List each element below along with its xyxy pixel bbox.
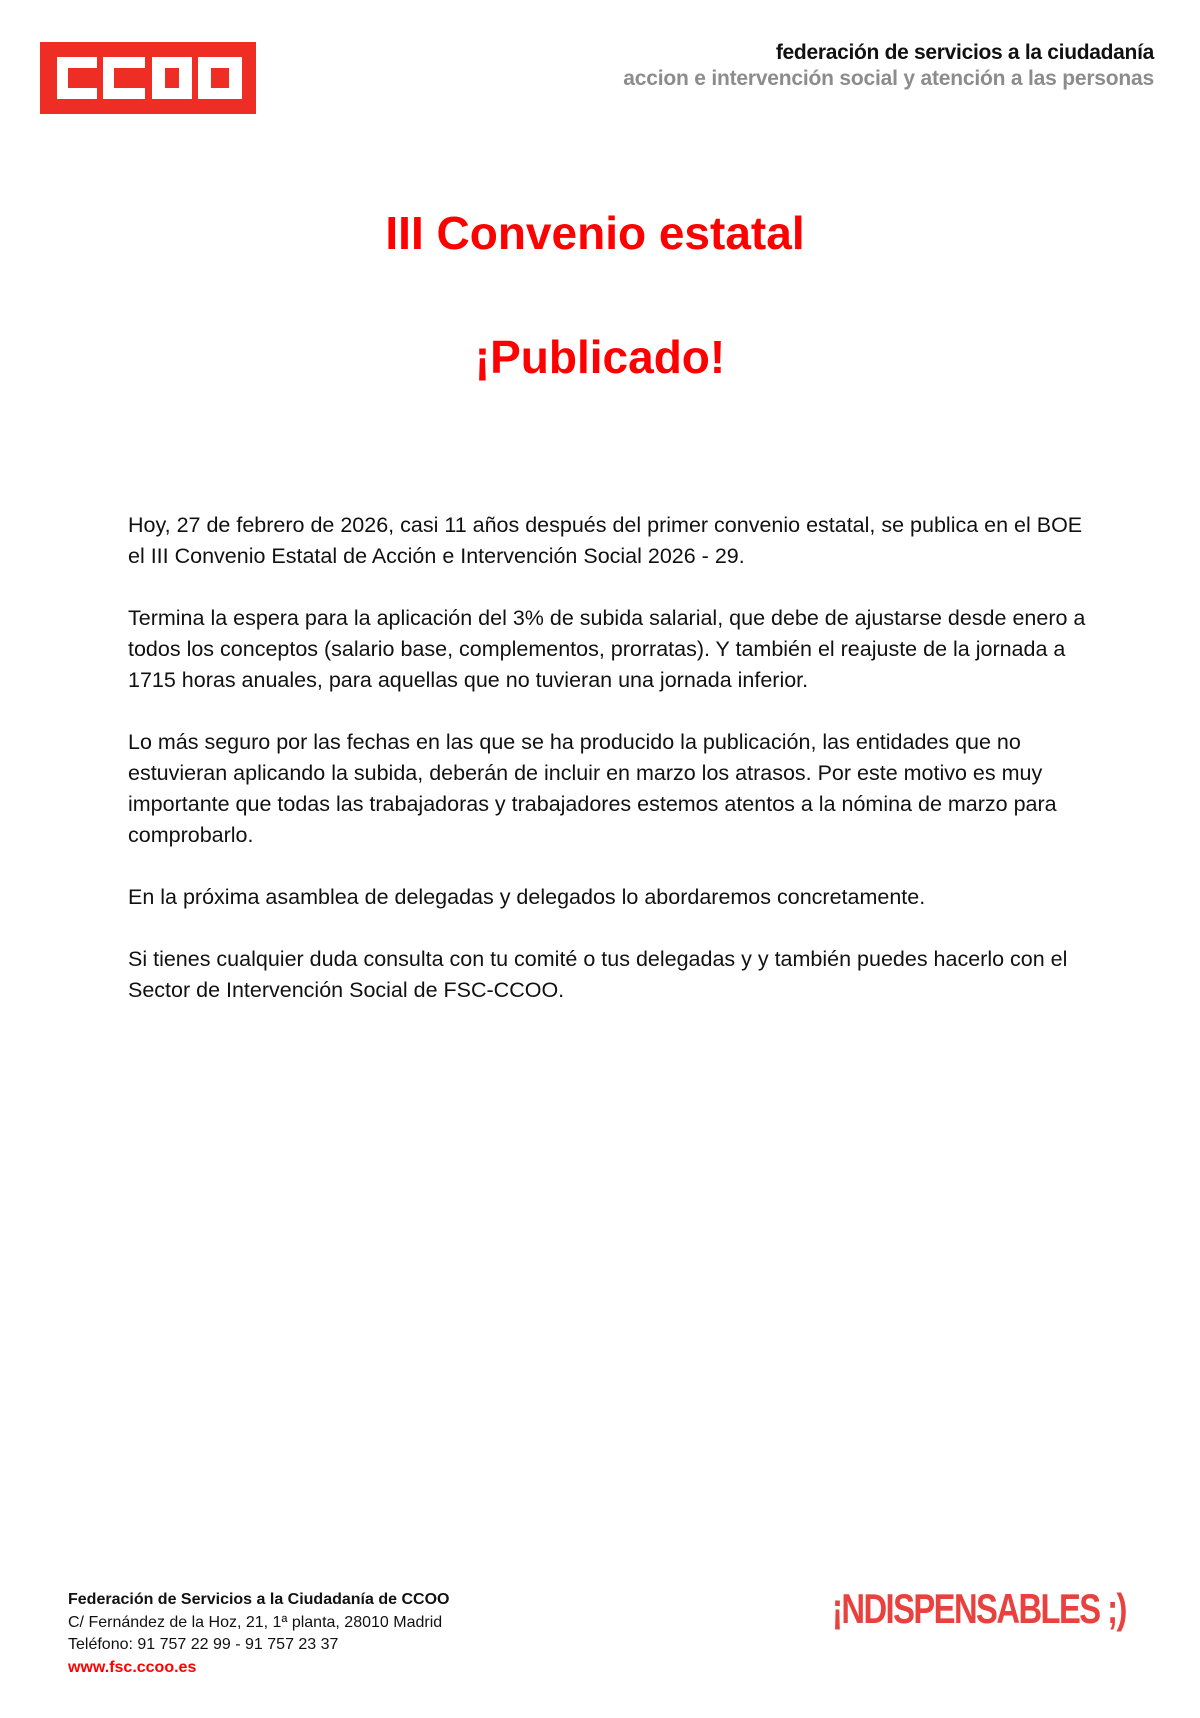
footer-organization: Federación de Servicios a la Ciudadanía de CCOO bbox=[68, 1591, 450, 1608]
sector-name: accion e intervención social y atención a las personas bbox=[623, 67, 1154, 90]
header-text bbox=[623, 40, 1154, 92]
paragraph: Termina la espera para la aplicación del 3% de subida salarial, que debe de ajustarse desde enero a todos los conceptos (salario base, complementos, prorratas). Y también el reajuste de la jornada a 1715 horas anuales, para aquellas que no tuvieran una jornada inferior. bbox=[128, 606, 1086, 692]
footer-contact bbox=[68, 1589, 449, 1679]
page-title: III Convenio estatal bbox=[385, 207, 805, 259]
slogan: ¡NDISPENSABLES ;) bbox=[832, 1585, 1126, 1632]
federation-name: federación de servicios a la ciudadanía bbox=[775, 41, 1154, 64]
paragraph: Si tienes cualquier duda consulta con tu comité o tus delegadas y y también puedes hacerlo con el Sector de Intervención Social de FSC-CCOO. bbox=[128, 947, 1068, 1002]
footer-address: C/ Fernández de la Hoz, 21, 1ª planta, 28010 Madrid bbox=[68, 1613, 443, 1631]
page-subtitle: ¡Publicado! bbox=[474, 331, 726, 383]
footer-website-link[interactable]: www.fsc.ccoo.es bbox=[68, 1658, 197, 1676]
document-body bbox=[128, 510, 1088, 1037]
paragraph: Hoy, 27 de febrero de 2026, casi 11 años después del primer convenio estatal, se publica en el BOE el III Convenio Estatal de Acción e Intervención Social 2026 - 29. bbox=[128, 513, 1083, 568]
paragraph: En la próxima asamblea de delegadas y delegados lo abordaremos concretamente. bbox=[128, 885, 926, 909]
footer-phone: Teléfono: 91 757 22 99 - 91 757 23 37 bbox=[68, 1636, 339, 1653]
ccoo-logo-icon bbox=[40, 42, 256, 114]
paragraph: Lo más seguro por las fechas en las que se ha producido la publicación, las entidades que no estuvieran aplicando la subida, deberán de incluir en marzo los atrasos. Por este motivo es muy importante que todas las trabajadoras y trabajadores estemos atentos a la nómina de marzo para comprobarlo. bbox=[128, 730, 1057, 847]
ccoo-logo bbox=[40, 42, 256, 114]
